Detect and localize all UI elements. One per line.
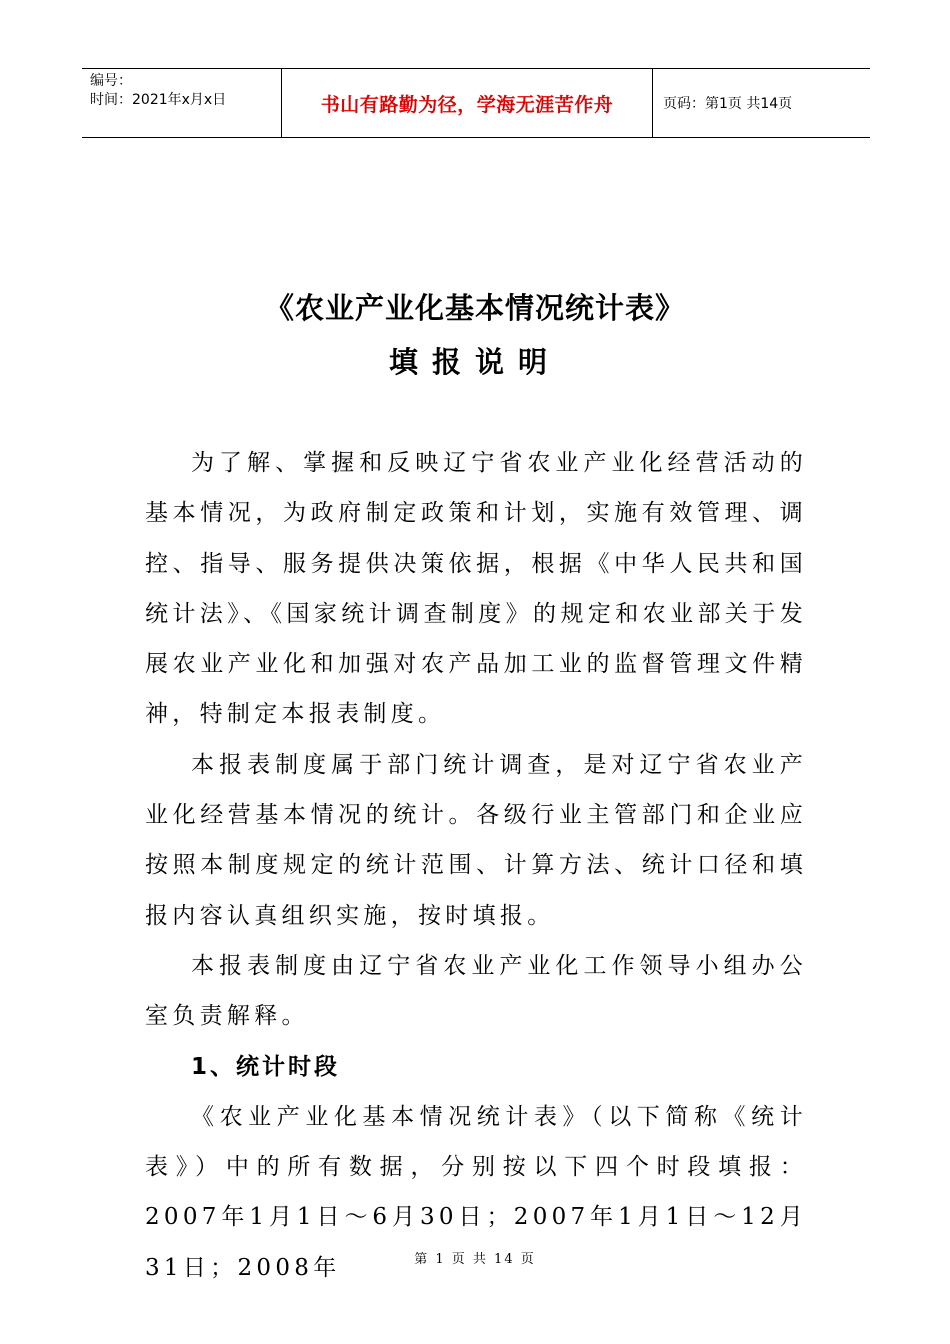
section-heading: 1、统计时段 [191,1053,341,1080]
body-paragraph: 《农业产业化基本情况统计表》（以下简称《统计表》）中的所有数据，分别按以下四个时段填报：2007年1月1日～6月30日；2007年1月1日～12月31日；2008年 [145,1103,807,1281]
number-label: 编号： [90,73,132,89]
document-body [145,438,807,1293]
document-subtitle: 填报说明 [388,345,561,379]
document-title: 《农业产业化基本情况统计表》 [264,291,685,325]
time-label: 时间：2021年x月x日 [90,92,227,108]
header-meta-cell [82,69,282,137]
header-page-info: 页码：第1页 共14页 [663,96,793,112]
page-footer: 第 1 页 共 14 页 [414,1252,536,1267]
body-paragraph: 本报表制度由辽宁省农业产业化工作领导小组办公室负责解释。 [145,952,807,1030]
document-header-table [82,68,870,138]
header-motto: 书山有路勤为径，学海无涯苦作舟 [282,69,653,137]
body-paragraph: 为了解、掌握和反映辽宁省农业产业化经营活动的基本情况，为政府制定政策和计划，实施有效管理、调控、指导、服务提供决策依据，根据《中华人民共和国统计法》、《国家统计调查制度》的规定和农业部关于发展农业产业化和加强对农产品加工业的监督管理文件精神，特制定本报表制度。 [145,450,807,728]
body-paragraph: 本报表制度属于部门统计调查，是对辽宁省农业产业化经营基本情况的统计。各级行业主管部门和企业应按照本制度规定的统计范围、计算方法、统计口径和填报内容认真组织实施，按时填报。 [145,751,807,929]
